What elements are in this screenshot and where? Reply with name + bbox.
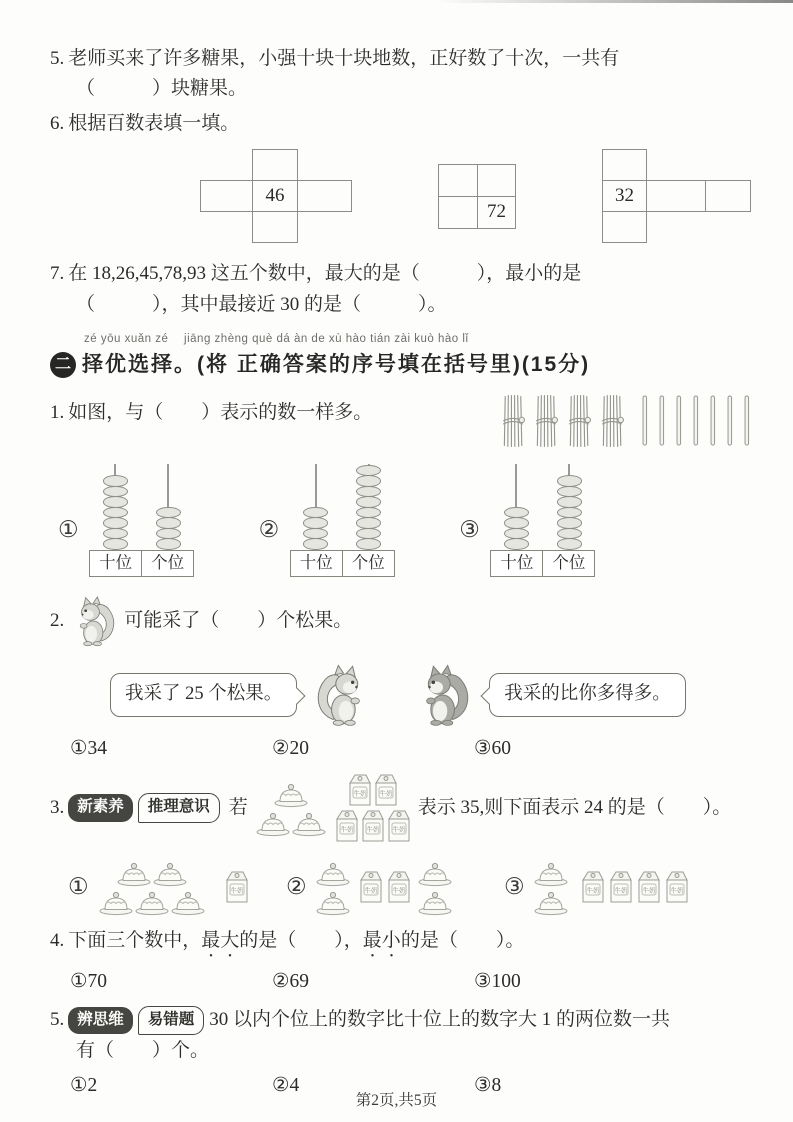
- new-literacy-badge: 新素养: [68, 794, 133, 822]
- cake-icon: [417, 858, 453, 887]
- hundred-chart-plus-figure: [200, 149, 352, 245]
- abacus-bead: [356, 538, 381, 550]
- question-3-choice: [50, 772, 757, 844]
- question-text: 可能采了（ ）个松果。: [124, 609, 353, 631]
- abacus-options-row: [58, 464, 757, 577]
- question-number: 3.: [50, 796, 65, 818]
- tens-place-label: 十位: [490, 550, 543, 577]
- choice-2: ②69: [272, 971, 309, 993]
- question-number: 2.: [50, 609, 65, 631]
- question-text: 老师买来了许多糖果，小强十块十块地数，正好数了十次，一共有: [68, 48, 620, 69]
- question-2-choices: [70, 733, 757, 764]
- milk-carton-icon: [579, 869, 605, 905]
- grid-cell: [252, 211, 298, 243]
- choice-1-figure: [68, 858, 286, 916]
- milk-carton-icon: [385, 869, 411, 905]
- single-stick-icon: [658, 394, 666, 449]
- single-stick-icon: [641, 394, 649, 449]
- option-label: ①: [58, 517, 79, 543]
- grid-cell: [297, 180, 352, 212]
- tens-rod: [289, 464, 342, 550]
- question-3-choices: [68, 858, 757, 916]
- pinyin-annotation: zé yōu xuǎn zé jiāng zhèng què dá àn de xù hào tián zài kuò hào lǐ: [84, 332, 469, 345]
- ones-rod: [543, 464, 596, 550]
- grid-cell: [438, 164, 478, 197]
- milk-carton-icon: [223, 869, 249, 905]
- cakes-group: [95, 858, 209, 916]
- ones-rod: [342, 464, 395, 550]
- question-text-before: 若: [228, 796, 248, 818]
- question-2-choice: [50, 595, 757, 647]
- option-label: ③: [459, 517, 480, 543]
- choice-2-figure: [286, 858, 504, 916]
- dark-squirrel-icon: [419, 663, 473, 727]
- milk-group: [357, 869, 411, 905]
- question-7-line2: （ ），其中最接近 30 的是（ ）。: [76, 293, 447, 315]
- milk-group: [579, 869, 689, 905]
- light-squirrel-icon: [313, 663, 367, 727]
- question-5-choice: [50, 1005, 757, 1035]
- milk-carton-icon: [359, 808, 385, 844]
- cake-icon: [152, 858, 188, 887]
- sticks-bundle-icon: [500, 392, 527, 450]
- sticks-bundle-icon: [566, 392, 593, 450]
- question-number: 6.: [50, 112, 65, 134]
- choice-label: ②: [286, 873, 307, 899]
- milk-group: [223, 869, 249, 905]
- abacus-bead: [303, 538, 328, 550]
- single-stick-icon: [692, 394, 700, 449]
- grid-cell: [602, 211, 647, 243]
- svg-text:牛奶: 牛奶: [353, 790, 367, 798]
- choice-label: ③: [504, 873, 525, 899]
- speech-bubble-right: 我采的比你多得多。: [489, 673, 686, 717]
- svg-text:牛奶: 牛奶: [364, 887, 378, 895]
- reasoning-badge: 推理意识: [138, 793, 220, 823]
- grid-cell: [438, 196, 478, 229]
- grid-cell: [252, 149, 298, 181]
- choice-3: ③100: [474, 971, 521, 993]
- cake-icon: [98, 887, 134, 916]
- abacus-bead: [504, 538, 529, 550]
- squirrel-dialogue-row: [110, 663, 757, 727]
- cake-icon: [255, 808, 291, 837]
- hundred-chart-square-figure: [438, 164, 516, 230]
- question-number: 4.: [50, 930, 65, 952]
- milk-carton-icon: [357, 869, 383, 905]
- grid-cell-value: 72: [477, 196, 516, 229]
- milk-carton-icon: [372, 772, 398, 808]
- sticks-bundle-icon: [533, 392, 560, 450]
- cake-icon: [533, 858, 569, 887]
- choice-3: ③8: [474, 1075, 502, 1097]
- grid-cell: [602, 149, 647, 181]
- tens-rod: [490, 464, 543, 550]
- cake-icon: [170, 887, 206, 916]
- question-number: 5.: [50, 48, 65, 69]
- grid-cell: [200, 180, 253, 212]
- choice-3-figure: [504, 858, 689, 916]
- choice-1: ①2: [70, 1075, 98, 1097]
- tens-rod: [89, 464, 142, 550]
- question-5-line2: （ ）块糖果。: [76, 78, 248, 100]
- grid-cell: [646, 180, 706, 212]
- cake-icon: [116, 858, 152, 887]
- sticks-bundle-icon: [599, 392, 626, 450]
- choice-1: ①34: [70, 737, 107, 759]
- question-text-after: 表示 35,则下面表示 24 的是（ ）。: [417, 796, 732, 818]
- svg-text:牛奶: 牛奶: [340, 826, 354, 834]
- grid-cell: [477, 164, 516, 197]
- svg-text:牛奶: 牛奶: [392, 887, 406, 895]
- choice-1: ①70: [70, 971, 107, 993]
- hundred-chart-tee-figure: [602, 149, 752, 245]
- question-5-fill: [50, 44, 757, 74]
- cake-icon: [417, 887, 453, 916]
- error-prone-badge: 易错题: [138, 1006, 205, 1036]
- question-1-choice: [50, 392, 757, 450]
- grid-cell: [705, 180, 751, 212]
- abacus-bead: [557, 538, 582, 550]
- question-4-choice: [50, 926, 757, 962]
- svg-text:牛奶: 牛奶: [586, 887, 600, 895]
- milk-carton-icon: [607, 869, 633, 905]
- choice-label: ①: [68, 873, 89, 899]
- ones-place-label: 个位: [342, 550, 395, 577]
- stick-bundles: [500, 392, 626, 450]
- single-sticks: [641, 392, 751, 449]
- question-4-choices: [70, 966, 757, 997]
- svg-text:牛奶: 牛奶: [366, 826, 380, 834]
- single-stick-icon: [709, 394, 717, 449]
- cake-icon: [533, 887, 569, 916]
- milk-carton-icon: [663, 869, 689, 905]
- question-text: 在 18,26,45,78,93 这五个数中，最大的是（ ），最小的是: [68, 263, 582, 285]
- milk-carton-icon: [385, 808, 411, 844]
- hundred-chart-figures: [200, 149, 757, 245]
- single-stick-icon: [675, 394, 683, 449]
- svg-text:牛奶: 牛奶: [642, 887, 656, 895]
- page-footer: 第2页,共5页: [355, 1092, 438, 1110]
- question-text: 如图，与（ ）表示的数一样多。: [68, 401, 373, 423]
- cakes-group: [415, 858, 455, 916]
- svg-text:牛奶: 牛奶: [230, 887, 244, 895]
- milk-carton-icon: [346, 772, 372, 808]
- cakes-group: [531, 858, 571, 916]
- cake-icon: [315, 887, 351, 916]
- question-7-fill: [50, 259, 757, 289]
- abacus-option-2: [259, 464, 396, 577]
- ones-rod: [142, 464, 195, 550]
- grid-cell-value: 46: [252, 180, 298, 212]
- scan-artifact: [436, 0, 793, 3]
- critical-thinking-badge: 辨思维: [68, 1007, 133, 1035]
- tens-place-label: 十位: [89, 550, 142, 577]
- ones-place-label: 个位: [141, 550, 194, 577]
- tens-place-label: 十位: [290, 550, 343, 577]
- single-stick-icon: [743, 394, 751, 449]
- milk-carton-icon: [333, 808, 359, 844]
- section-2-header: [50, 330, 757, 382]
- question-number: 7.: [50, 263, 65, 285]
- grid-cell-value: 32: [602, 180, 647, 212]
- svg-text:牛奶: 牛奶: [670, 887, 684, 895]
- cake-icon: [134, 887, 170, 916]
- svg-text:牛奶: 牛奶: [379, 790, 393, 798]
- cakes-group: [313, 858, 353, 916]
- svg-text:牛奶: 牛奶: [614, 887, 628, 895]
- choice-2: ②20: [272, 737, 309, 759]
- milk-carton-icon: [635, 869, 661, 905]
- abacus-bead: [103, 538, 128, 550]
- section-title: 择优选择。(将 正确答案的序号填在括号里)(15分): [82, 353, 591, 377]
- ones-place-label: 个位: [542, 550, 595, 577]
- question-6-fill: [50, 109, 757, 139]
- speech-bubble-left: 我采了 25 个松果。: [110, 673, 297, 717]
- question-text: 30 以内个位上的数字比十位上的数字大 1 的两位数一共: [209, 1009, 671, 1031]
- svg-text:牛奶: 牛奶: [392, 826, 406, 834]
- question-5-line2: 有（ ）个。: [76, 1039, 210, 1061]
- abacus-option-3: [459, 464, 596, 577]
- question-text: 下面三个数中，最大的是（ ），最小的是（ ）。: [68, 930, 525, 952]
- cake-icon: [291, 808, 327, 837]
- single-stick-icon: [726, 394, 734, 449]
- squirrel-icon: [74, 595, 118, 647]
- option-label: ②: [258, 517, 280, 543]
- question-number: 5.: [50, 1009, 65, 1031]
- cake-icon: [273, 779, 309, 808]
- cake-icon: [315, 858, 351, 887]
- question-number: 1.: [50, 401, 65, 423]
- counting-sticks-figure: [500, 392, 757, 450]
- choice-3: ③60: [474, 737, 511, 759]
- example-cakes-group: [252, 779, 330, 837]
- section-number-icon: 二: [50, 352, 76, 378]
- question-text: 根据百数表填一填。: [68, 112, 240, 134]
- example-milk-group: [330, 772, 414, 844]
- choice-2: ②4: [272, 1075, 300, 1097]
- abacus-option-1: [58, 464, 195, 577]
- abacus-bead: [156, 538, 181, 550]
